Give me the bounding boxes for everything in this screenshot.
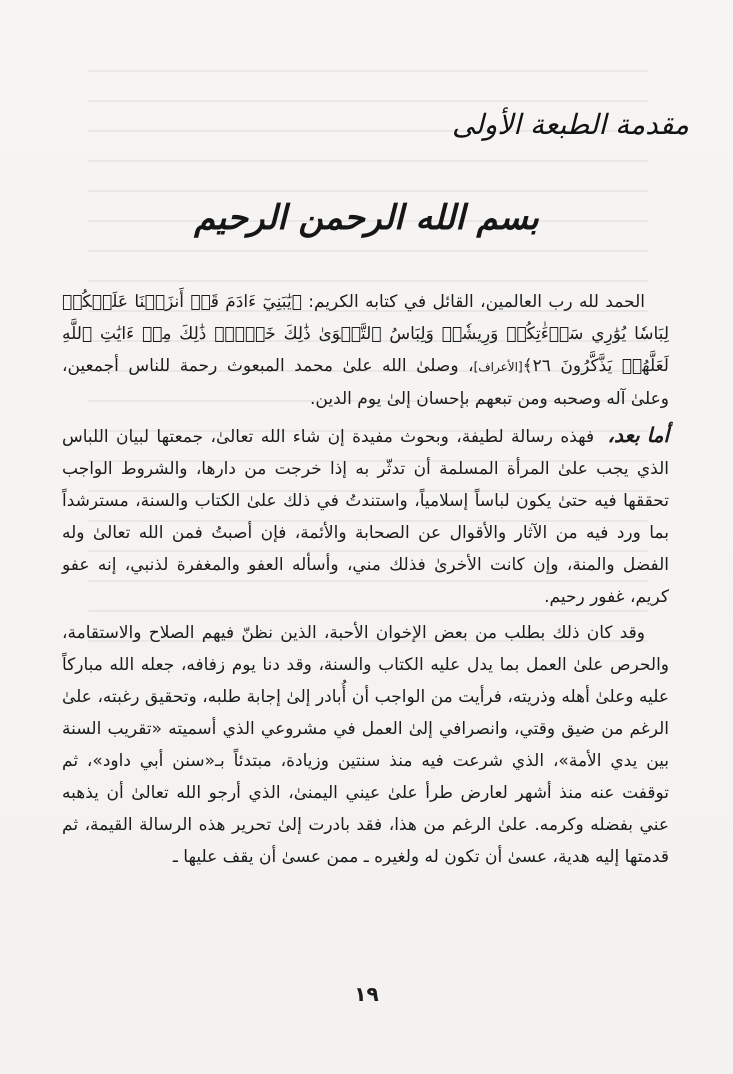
page-heading: مقدمة الطبعة الأولى xyxy=(451,108,689,141)
amma-baad-lead: أما بعد، xyxy=(607,423,669,447)
paragraph-3: وقد كان ذلك بطلب من بعض الإخوان الأحبة، الذين نظنّ فيهم الصلاح والاستقامة، والحرص علىٰ العمل بما يدل عليه الكتاب والسنة، وقد دنا يوم زفافه، جعله الله مباركاً عليه وعلىٰ أهله وذريته، فرأيت من الواجب أن أُبادر إلىٰ إجابة طلبه، وتحقيق رغبته، علىٰ الرغم من ضيق وقتي، وانصرافي إلىٰ العمل في مشروعي الذي أسميته «تقريب السنة بين يدي الأمة»، الذي شرعت فيه منذ سنتين وزيادة، مبتدئاً بـ«سنن أبي داود»، ثم توقفت عنه منذ أشهر لعارض طرأ علىٰ عيني اليمنىٰ، الذي أرجو الله تعالىٰ أن يذهبه عني بفضله وكرمه. علىٰ الرغم من هذا، فقد بادرت إلىٰ تحرير هذه الرسالة القيمة، ثم قدمتها إليه هدية، عسىٰ أن تكون له ولغيره ـ ممن عسىٰ أن يقف عليها ـ xyxy=(62,623,669,867)
basmala: بسم الله الرحمن الرحيم xyxy=(194,198,539,238)
paragraph-1 xyxy=(62,286,669,415)
paragraph-2 xyxy=(62,419,669,613)
paragraph-2-text: فهذه رسالة لطيفة، وبحوث مفيدة إن شاء الله تعالىٰ، جمعتها لبيان اللباس الذي يجب علىٰ المرأة المسلمة أن تدثّر به إذا خرجت من دارها، والشروط الواجب تحققها فيه حتىٰ يكون لباساً إسلامياً، واستندتُ في ذلك علىٰ الكتاب والسنة، مسترشداً بما ورد فيه من الآثار والأقوال عن الصحابة والأئمة، فإن أصبتُ فمن الله تعالىٰ وله الفضل والمنة، وإن كانت الأخرىٰ فذلك مني، وأسأله العفو والمغفرة لذنبي، إنه عفو كريم، غفور رحيم. xyxy=(62,427,669,607)
quran-verse: ﴿يَٰبَنِيٓ ءَادَمَ قَدۡ أَنزَلۡنَا عَلَيۡكُمۡ لِبَاسٗا يُوَٰرِي سَوۡءَٰتِكُمۡ وَرِيشٗاۖ وَلِبَاسُ ٱلتَّقۡوَىٰ ذَٰلِكَ خَيۡرٞۚ ذَٰلِكَ مِنۡ ءَايَٰتِ ٱللَّهِ لَعَلَّهُمۡ يَذَّكَّرُونَ ٢٦﴾ xyxy=(62,292,669,376)
paragraph-1-closing: ، وصلىٰ الله علىٰ محمد المبعوث رحمة للناس أجمعين، وعلىٰ آله وصحبه ومن تبعهم بإحسان إلىٰ يوم الدين. xyxy=(62,356,669,409)
surah-reference: [الأعراف] xyxy=(473,360,523,374)
paragraph-1-opening: الحمد لله رب العالمين، القائل في كتابه الكريم: xyxy=(301,292,645,312)
page-number: ١٩ xyxy=(354,982,379,1006)
body-text xyxy=(62,286,669,873)
